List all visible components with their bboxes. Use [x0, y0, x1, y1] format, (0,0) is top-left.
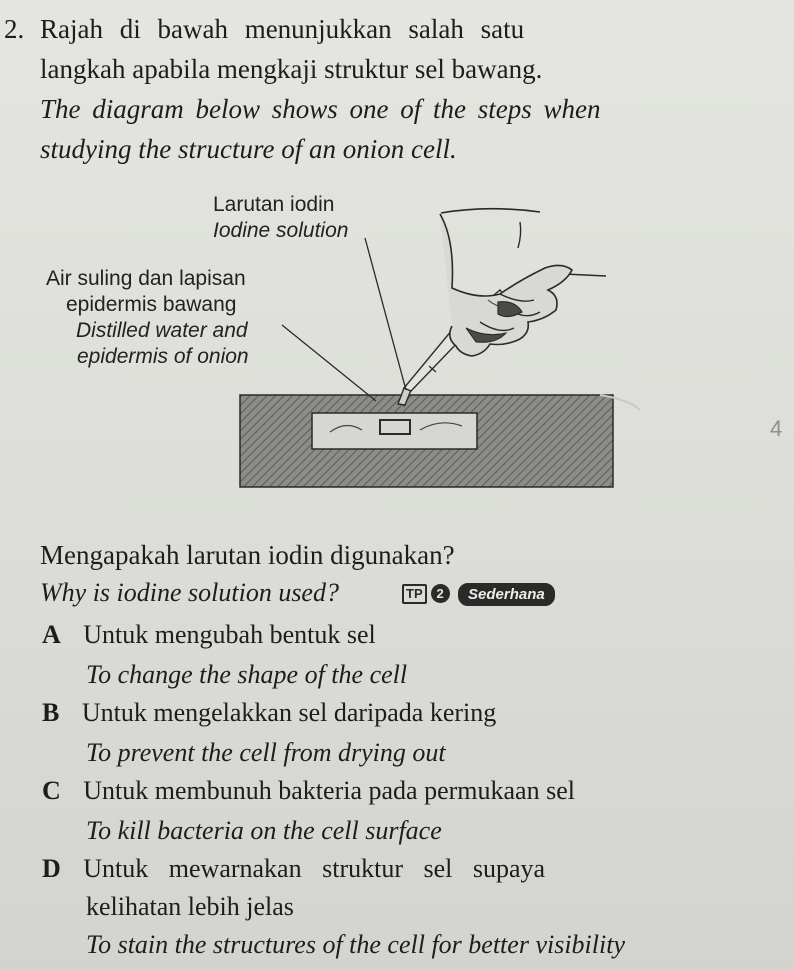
option-d-en: To stain the structures of the cell for better visibility: [86, 930, 625, 959]
option-a-en: To change the shape of the cell: [86, 660, 408, 689]
hand: [440, 209, 606, 356]
question-stem-en-line1: The diagram below shows one of the steps when: [40, 94, 601, 124]
label-water-en-line2: epidermis of onion: [77, 345, 249, 368]
tp-level-badge: 2: [431, 584, 450, 603]
question-stem-ms-line2: langkah apabila mengkaji struktur sel bawang.: [40, 54, 543, 84]
option-d-ms-line2: kelihatan lebih jelas: [86, 892, 294, 921]
question-stem-en-line2: studying the structure of an onion cell.: [40, 134, 457, 164]
margin-mark: 4: [770, 416, 783, 441]
tp-indicator: [402, 584, 450, 604]
experiment-diagram: [0, 185, 794, 505]
difficulty-label: Sederhana: [458, 583, 555, 606]
option-d-ms-line1: Untuk mewarnakan struktur sel supaya: [83, 854, 546, 883]
label-water-ms-line2: epidermis bawang: [66, 293, 237, 316]
option-b-ms: Untuk mengelakkan sel daripada kering: [81, 698, 497, 727]
option-c-ms: Untuk membunuh bakteria pada permukaan sel: [83, 776, 575, 805]
option-d[interactable]: [42, 854, 545, 884]
option-a[interactable]: [42, 620, 376, 650]
question-stem-ms-line1: Rajah di bawah menunjukkan salah satu: [40, 14, 525, 44]
prompt-ms: Mengapakah larutan iodin digunakan?: [40, 540, 455, 570]
glass-slide: [312, 413, 477, 449]
label-water-en-line1: Distilled water and: [76, 319, 248, 342]
option-d-letter: D: [42, 854, 61, 883]
label-iodine-en: Iodine solution: [213, 219, 349, 242]
option-a-ms: Untuk mengubah bentuk sel: [83, 620, 376, 649]
difficulty-badge: [458, 583, 555, 606]
label-iodine-ms: Larutan iodin: [213, 193, 335, 216]
option-b-en: To prevent the cell from drying out: [86, 738, 446, 767]
option-c[interactable]: [42, 776, 575, 806]
option-c-en: To kill bacteria on the cell surface: [86, 816, 442, 845]
prompt-en: Why is iodine solution used?: [40, 578, 339, 607]
question-number: 2.: [4, 14, 25, 44]
tp-badge: TP: [402, 584, 427, 604]
label-water-ms-line1: Air suling dan lapisan: [46, 267, 246, 290]
label-lines: [282, 238, 406, 401]
option-c-letter: C: [42, 776, 61, 805]
option-b-letter: B: [42, 698, 60, 727]
option-a-letter: A: [42, 620, 61, 649]
option-b[interactable]: [42, 698, 496, 728]
